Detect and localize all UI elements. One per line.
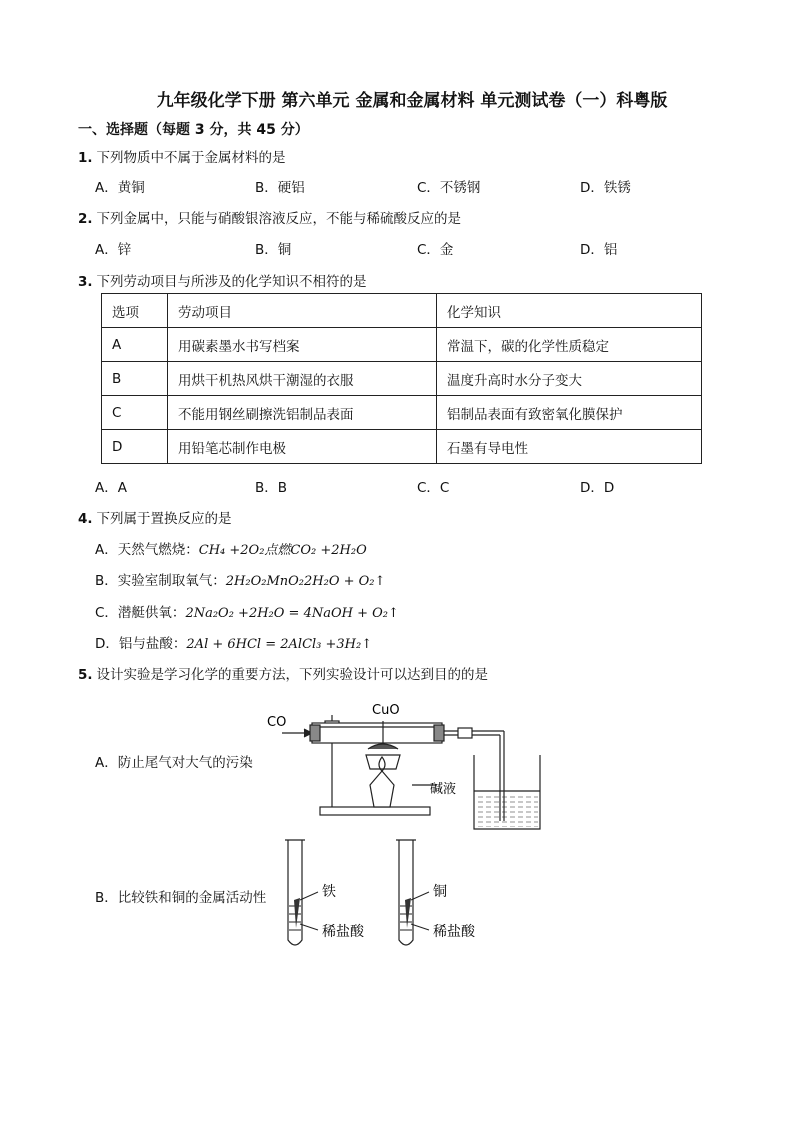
option-b[interactable]: B．铜 [255, 242, 292, 258]
table-cell: 石墨有导电性 [437, 430, 702, 464]
table-row [102, 396, 702, 430]
q5-option-b[interactable]: B．比较铁和铜的金属活动性 [95, 890, 267, 906]
q4-option-d[interactable] [95, 632, 372, 652]
copper-label: 铜 [433, 884, 447, 900]
question-3-table [101, 293, 702, 464]
question-5 [78, 663, 488, 683]
question-number: 1. [78, 150, 93, 166]
option-label: C．潜艇供氧： [95, 605, 186, 621]
question-stem: 下列属于置换反应的是 [96, 511, 232, 527]
test-tube-figure [280, 838, 500, 954]
table-cell: 不能用钢丝刷擦洗铝制品表面 [168, 396, 437, 430]
question-number: 5. [78, 667, 93, 683]
option-a[interactable]: A．A [95, 480, 127, 496]
chemical-equation: 2Al + 6HCl = 2AlCl₃ +3H₂↑ [186, 637, 373, 652]
co-label: CO [267, 715, 287, 730]
question-stem: 下列金属中，只能与硝酸银溶液反应，不能与稀硫酸反应的是 [96, 211, 462, 227]
table-cell: 用碳素墨水书写档案 [168, 328, 437, 362]
question-stem: 下列物质中不属于金属材料的是 [96, 150, 286, 166]
option-c[interactable]: C．不锈钢 [417, 180, 481, 196]
option-a[interactable]: A．黄铜 [95, 180, 145, 196]
table-cell: 温度升高时水分子变大 [437, 362, 702, 396]
option-c[interactable]: C．C [417, 480, 450, 496]
question-number: 3. [78, 274, 93, 290]
co-reduction-apparatus-figure [262, 695, 552, 835]
question-number: 4. [78, 511, 93, 527]
option-label: B．实验室制取氧气： [95, 573, 226, 589]
table-row [102, 328, 702, 362]
chemical-equation: 2Na₂O₂ +2H₂O = 4NaOH + O₂↑ [185, 606, 399, 621]
question-stem: 设计实验是学习化学的重要方法，下列实验设计可以达到目的的是 [96, 667, 489, 683]
table-header-cell: 选项 [102, 294, 168, 328]
option-b[interactable]: B．硬铝 [255, 180, 305, 196]
option-d[interactable]: D．铝 [580, 242, 618, 258]
table-row [102, 362, 702, 396]
table-cell: 常温下，碳的化学性质稳定 [437, 328, 702, 362]
table-cell: B [102, 362, 168, 396]
cuo-label: CuO [372, 703, 400, 718]
table-header-cell: 劳动项目 [168, 294, 437, 328]
table-header-row [102, 294, 702, 328]
question-2 [78, 207, 461, 227]
option-b[interactable]: B．B [255, 480, 288, 496]
table-cell: C [102, 396, 168, 430]
option-a[interactable]: A．锌 [95, 242, 132, 258]
section-heading: 一、选择题（每题 3 分，共 45 分） [78, 122, 309, 138]
table-cell: 用铅笔芯制作电极 [168, 430, 437, 464]
question-stem: 下列劳动项目与所涉及的化学知识不相符的是 [96, 274, 367, 290]
q4-option-b[interactable] [95, 569, 385, 589]
question-number: 2. [78, 211, 93, 227]
page-title: 九年级化学下册 第六单元 金属和金属材料 单元测试卷（一）科粤版 [156, 91, 668, 111]
table-cell: 铝制品表面有致密氧化膜保护 [437, 396, 702, 430]
question-1 [78, 146, 286, 166]
iron-label: 铁 [322, 884, 336, 900]
table-row [102, 430, 702, 464]
option-label: A．天然气燃烧： [95, 542, 199, 558]
option-label: D．铝与盐酸： [95, 636, 187, 652]
acid-label-right: 稀盐酸 [433, 924, 475, 940]
chemical-equation: CH₄ +2O₂点燃CO₂ +2H₂O [198, 543, 367, 558]
alkali-label: 碱液 [430, 782, 457, 797]
question-3 [78, 270, 367, 290]
table-header-cell: 化学知识 [437, 294, 702, 328]
chemical-equation: 2H₂O₂MnO₂2H₂O + O₂↑ [225, 574, 386, 589]
option-d[interactable]: D．铁锈 [580, 180, 631, 196]
q4-option-c[interactable] [95, 601, 399, 621]
option-d[interactable]: D．D [580, 480, 615, 496]
question-4 [78, 507, 232, 527]
q4-option-a[interactable] [95, 538, 367, 558]
option-c[interactable]: C．金 [417, 242, 454, 258]
acid-label-left: 稀盐酸 [322, 924, 364, 940]
table-cell: D [102, 430, 168, 464]
table-cell: 用烘干机热风烘干潮湿的衣服 [168, 362, 437, 396]
q5-option-a[interactable]: A．防止尾气对大气的污染 [95, 755, 253, 771]
table-cell: A [102, 328, 168, 362]
